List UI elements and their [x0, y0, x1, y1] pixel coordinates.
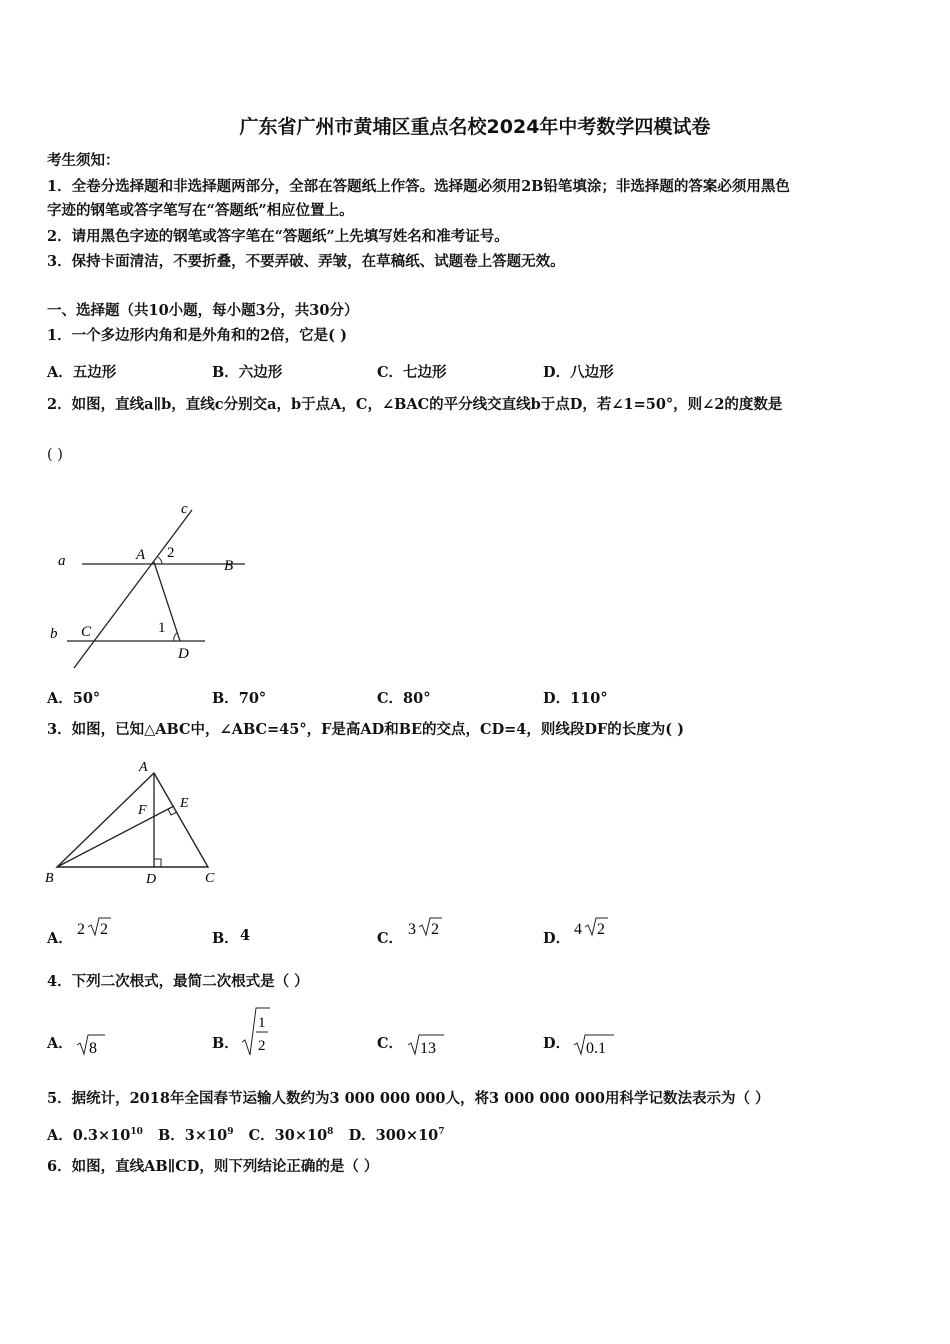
q2-option-a: A．50° — [47, 690, 101, 707]
label-c: c — [181, 501, 188, 517]
q5-option-b: B．$3\times 10^9$ — [158, 1127, 234, 1144]
q3-option-b-label: B． — [212, 930, 239, 947]
notice-line-2: 2．请用黑色字迹的钢笔或答字笔在“答题纸”上先填写姓名和准考证号。 — [47, 228, 509, 245]
notice-line-1b: 字迹的钢笔或答字笔写在“答题纸”相应位置上。 — [47, 202, 354, 219]
q4-option-a-expr — [75, 1030, 115, 1058]
q2-option-d: D．110° — [543, 690, 608, 707]
q4-option-b-label: B． — [212, 1035, 239, 1052]
q3-option-b-value: 4 — [240, 927, 251, 944]
q3-option-d-label: D． — [543, 930, 571, 947]
coef: 2 — [77, 921, 85, 938]
q2-stem: 2．如图，直线a∥b，直线c分别交a，b于点A，C，∠BAC的平分线交直线b于点D，若∠1=50°，则∠2的度数是 — [47, 396, 783, 413]
notice-heading: 考生须知： — [47, 152, 120, 169]
q5-stem: 5．据统计，2018年全国春节运输人数约为3 000 000 000人，将3 000 000 000用科学记数法表示为（ ） — [47, 1090, 770, 1107]
label-E: E — [180, 796, 189, 811]
angle-1-arc — [174, 633, 177, 641]
radicand: 2 — [431, 921, 439, 938]
q5-option-d: D．$300\times 10^7$ — [348, 1127, 445, 1144]
notice-line-1a: 1．全卷分选择题和非选择题两部分，全部在答题纸上作答。选择题必须用2B铅笔填涂；非选择题的答案必须用黑色 — [47, 178, 790, 195]
label-A: A — [136, 547, 146, 563]
q1-option-b: B．六边形 — [212, 364, 283, 381]
coef: 4 — [574, 921, 582, 938]
label-B: B — [224, 558, 234, 574]
q3-figure — [40, 755, 230, 890]
q1-option-d: D．八边形 — [543, 364, 614, 381]
notice-line-3: 3．保持卡面清洁，不要折叠，不要弄破、弄皱，在草稿纸、试题卷上答题无效。 — [47, 253, 565, 270]
label-b: b — [50, 626, 58, 642]
denominator: 2 — [258, 1038, 266, 1054]
q1-option-c: C．七边形 — [377, 364, 447, 381]
label-a: a — [58, 553, 66, 569]
q2-option-b: B．70° — [212, 690, 267, 707]
q2-figure — [40, 495, 250, 675]
right-angle-d — [154, 859, 161, 867]
triangle-abc — [57, 773, 208, 867]
q2-option-c: C．80° — [377, 690, 431, 707]
radicand: 8 — [89, 1040, 97, 1057]
q3-option-a-label: A． — [47, 930, 73, 947]
label-D: D — [146, 872, 157, 887]
label-A: A — [139, 760, 148, 775]
q4-option-d-expr — [572, 1030, 622, 1058]
q4-option-a-label: A． — [47, 1035, 73, 1052]
q3-option-c-label: C． — [377, 930, 404, 947]
altitude-be — [57, 806, 174, 867]
label-F: F — [138, 803, 147, 818]
q3-stem: 3．如图，已知△ABC中，∠ABC=45°，F是高AD和BE的交点，CD=4，则线段DF的长度为( ) — [47, 721, 685, 738]
section-heading: 一、选择题（共10小题，每小题3分，共30分） — [47, 302, 359, 319]
numerator: 1 — [258, 1015, 266, 1031]
label-1: 1 — [158, 620, 166, 636]
q4-stem: 4．下列二次根式，最简二次根式是（ ） — [47, 973, 309, 990]
coef: 3 — [408, 921, 416, 938]
radicand: 13 — [420, 1040, 436, 1057]
q5-option-c: C．$30\times 10^8$ — [248, 1127, 334, 1144]
q5-options — [47, 1124, 445, 1145]
q1-stem: 1．一个多边形内角和是外角和的2倍，它是( ) — [47, 327, 347, 344]
q6-stem: 6．如图，直线AB∥CD，则下列结论正确的是（ ） — [47, 1158, 379, 1175]
radicand: 2 — [100, 921, 108, 938]
angle-2-arc — [158, 557, 162, 564]
label-2: 2 — [167, 545, 175, 561]
label-C: C — [205, 871, 215, 886]
q4-option-d-label: D． — [543, 1035, 571, 1052]
q5-option-a: A．$0.3\times 10^{10}$ — [47, 1127, 143, 1144]
q4-option-b-expr — [240, 1005, 280, 1059]
radicand: 0.1 — [586, 1040, 606, 1057]
q1-option-a: A．五边形 — [47, 364, 117, 381]
q4-option-c-label: C． — [377, 1035, 404, 1052]
radicand: 2 — [597, 921, 605, 938]
q3-option-a-expr — [75, 914, 120, 940]
q4-option-c-expr — [406, 1030, 451, 1058]
label-B: B — [45, 871, 54, 886]
page-title: 广东省广州市黄埔区重点名校2024年中考数学四模试卷 — [239, 116, 711, 138]
label-D: D — [178, 646, 189, 662]
q3-option-c-expr — [406, 914, 451, 940]
q2-answer-paren: ( ) — [47, 447, 63, 463]
line-c — [74, 510, 192, 668]
q3-option-d-expr — [572, 914, 617, 940]
label-C: C — [81, 624, 92, 640]
